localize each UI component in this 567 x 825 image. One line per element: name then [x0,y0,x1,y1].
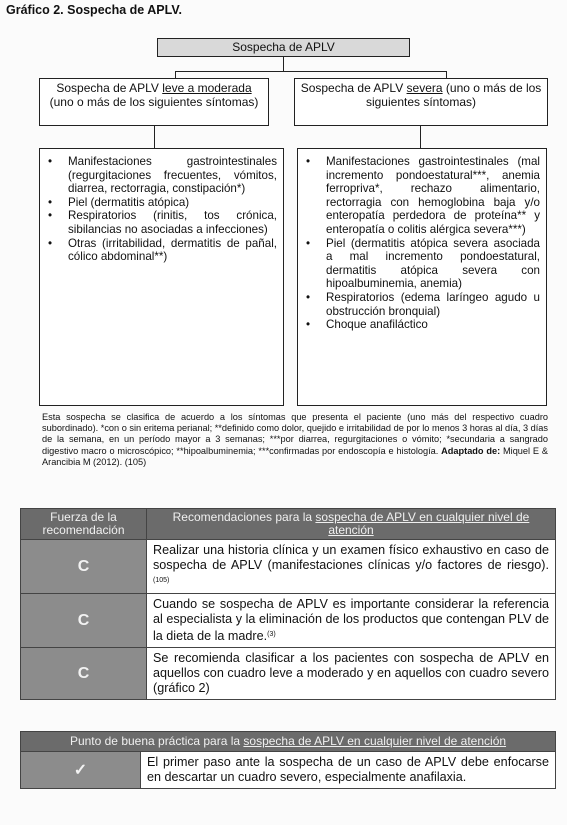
recommendation-text: Cuando se sospecha de APLV es importante considerar la referencia al especialista y la eliminación de los productos que contengan PLV de la dieta de la madre.$^{(3)}$ [147,594,556,648]
list-item: • Piel (dermatitis atópica) [68,196,277,210]
recommendation-text: Se recomienda clasificar a los pacientes con sospecha de APLV en aquellos con cuadro leve a moderado y en aquellos con cuadro severo (gráfico 2) [147,648,556,700]
figure-footnote: Esta sospecha se clasifica de acuerdo a los síntomas que presenta el paciente (uno más del respectivo cuadro subordinado). *con o sin eritema perianal; **definido como dolor, quejido e irritabilidad de por lo menos 3 horas al día, 3 días de la semana, en un período mayor a 3 semanas; ***por diarrea, regurgitaciones o vómito; *secundaria a sangrado digestivo macro o microscópico; **hipoalbuminemia; ***confirmadas por endoscopía e histología. Adaptado de: Miquel E & Arancibia M (2012). (105) [42,412,548,467]
header-strength: Fuerza de la recomendación [21,509,147,540]
table-row [21,540,556,594]
connector-root-down [283,57,284,71]
recommendations-table [20,508,556,700]
list-item: • Manifestaciones gastrointestinales (mal incremento pondoestatural***, anemia ferropriva*, rechazo alimentario, rectorragia con hemoglobina baja y/o enteropatía perdedora de proteína** y enteropatía o colitis alérgica severa***) [326,155,540,237]
header-good-practice: Punto de buena práctica para la sospecha de APLV en cualquier nivel de atención [21,732,556,752]
list-item: • Respiratorios (edema laríngeo agudo u obstrucción bronquial) [326,291,540,318]
connector-right-down [446,71,447,78]
good-practice-table [20,731,556,789]
symptoms-mild-moderate [39,148,284,406]
root-node: Sospecha de APLV [157,38,410,57]
table-row [21,752,556,789]
connector-left-down [175,71,176,78]
category-severe: Sospecha de APLV severa (uno o más de los siguientes síntomas) [294,78,548,126]
grade-badge: C [21,540,147,594]
good-practice-text: El primer paso ante la sospecha de un caso de APLV debe enfocarse en descartar un cuadro severo, especialmente anafilaxia. [141,752,556,789]
list-item: • Otras (irritabilidad, dermatitis de pañal, cólico abdominal**) [68,237,277,264]
list-item: • Piel (dermatitis atópica severa asociada a mal incremento pondoestatural, dermatitis atópica severa con hipoalbuminemia, anemia) [326,237,540,291]
table-row [21,648,556,700]
connector-horizontal [175,71,447,72]
list-item: • Manifestaciones gastrointestinales (regurgitaciones frecuentes, vómitos, diarrea, rectorragia, constipación*) [68,155,277,196]
checkmark-icon: ✓ [21,752,141,789]
list-item: • Respiratorios (rinitis, tos crónica, sibilancias no asociadas a infecciones) [68,209,277,236]
symptoms-severe [297,148,547,406]
grade-badge: C [21,648,147,700]
header-recommendations: Recomendaciones para la sospecha de APLV en cualquier nivel de atención [147,509,556,540]
recommendation-text: Realizar una historia clínica y un examen físico exhaustivo en caso de sospecha de APLV (manifestaciones clínicas y/o factores de riesgo). $^{(105)}$ [147,540,556,594]
connector-left-list [154,126,155,148]
figure-title: Gráfico 2. Sospecha de APLV. [6,3,182,17]
grade-badge: C [21,594,147,648]
table-row [21,594,556,648]
list-item: • Choque anafiláctico [326,318,540,332]
category-mild-moderate: Sospecha de APLV leve a moderada (uno o más de los siguientes síntomas) [39,78,269,126]
connector-right-list [420,126,421,148]
